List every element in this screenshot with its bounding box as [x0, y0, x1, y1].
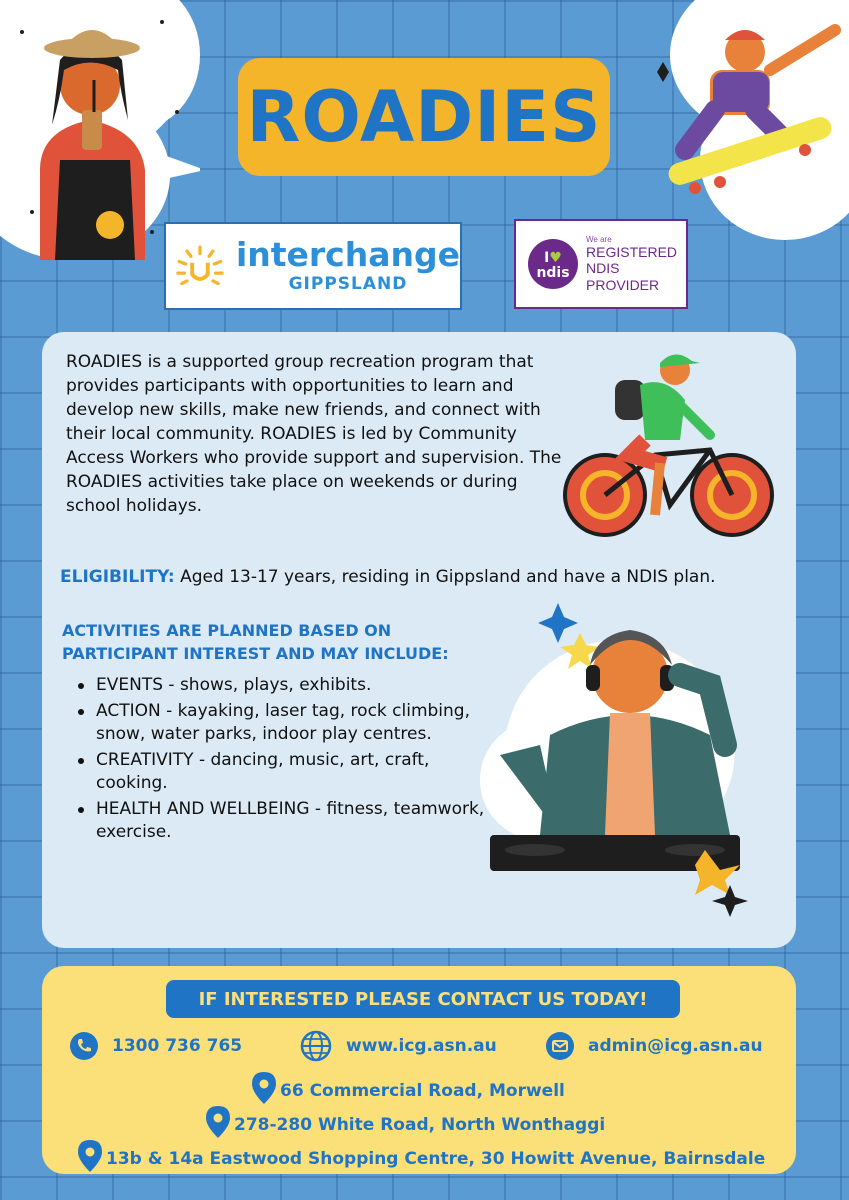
contact-heading: IF INTERESTED PLEASE CONTACT US TODAY!: [198, 988, 648, 1010]
title-banner: [238, 58, 610, 176]
list-item: EVENTS - shows, plays, exhibits.: [76, 674, 496, 698]
location-pin-icon: [206, 1106, 230, 1143]
interchange-gippsland-logo: [164, 222, 462, 310]
interchange-name: interchange: [235, 235, 460, 274]
location-pin-icon: [252, 1072, 276, 1109]
eligibility-line: [60, 567, 790, 587]
ndis-badge-i: I: [544, 249, 550, 266]
dj-illustration: [480, 595, 780, 925]
list-item: CREATIVITY - dancing, music, art, craft, cooking.: [76, 749, 496, 796]
website-url: www.icg.asn.au: [346, 1036, 497, 1056]
address-wonthaggi: [206, 1106, 605, 1143]
ndis-provider-logo: [514, 219, 688, 309]
ndis-ndis: NDIS: [586, 260, 620, 277]
activities-heading: ACTIVITIES ARE PLANNED BASED ON PARTICIPANT INTEREST AND MAY INCLUDE:: [62, 621, 449, 663]
intro-paragraph: ROADIES is a supported group recreation program that provides participants with opportunities to learn and develop new skills, make new friends, and connect with their local community. ROADIES is led by Community Access Workers who provide support and supervision. The ROADIES activities take place on weekends or during school holidays.: [66, 352, 562, 516]
email-link[interactable]: [546, 1032, 763, 1060]
interchange-sub: GIPPSLAND: [288, 274, 408, 294]
ndis-provider: PROVIDER: [586, 276, 660, 293]
website-link[interactable]: [300, 1030, 497, 1062]
address-morwell: [252, 1072, 565, 1109]
sun-logo-icon: [174, 231, 226, 301]
address-bairnsdale: [78, 1140, 765, 1177]
phone-link[interactable]: [70, 1032, 242, 1060]
activities-list: [76, 674, 496, 847]
ndis-badge-word: ndis: [536, 265, 570, 281]
girl-drinking-illustration: [0, 0, 200, 260]
list-item: ACTION - kayaking, laser tag, rock climbing, snow, water parks, indoor play centres.: [76, 700, 496, 747]
address-text: 13b & 14a Eastwood Shopping Centre, 30 Howitt Avenue, Bairnsdale: [106, 1148, 766, 1169]
heart-icon: ♥: [549, 249, 562, 266]
eligibility-label: ELIGIBILITY:: [60, 567, 175, 587]
address-text: 278-280 White Road, North Wonthaggi: [234, 1114, 606, 1135]
globe-icon: [300, 1030, 332, 1062]
ndis-we-are: We are: [586, 235, 612, 245]
address-text: 66 Commercial Road, Morwell: [280, 1080, 565, 1101]
phone-number: 1300 736 765: [112, 1036, 243, 1056]
page-title: ROADIES: [246, 76, 602, 158]
email-address: admin@icg.asn.au: [588, 1036, 763, 1056]
mail-icon: [546, 1032, 574, 1060]
location-pin-icon: [78, 1140, 102, 1177]
cyclist-illustration: [560, 345, 780, 545]
ndis-badge: [528, 239, 578, 289]
skateboarder-illustration: [655, 0, 849, 240]
list-item: HEALTH AND WELLBEING - fitness, teamwork, exercise.: [76, 798, 496, 845]
contact-heading-banner: [166, 980, 680, 1018]
eligibility-text: Aged 13-17 years, residing in Gippsland and have a NDIS plan.: [174, 567, 716, 587]
phone-icon: [70, 1032, 98, 1060]
ndis-registered: REGISTERED: [586, 244, 678, 261]
